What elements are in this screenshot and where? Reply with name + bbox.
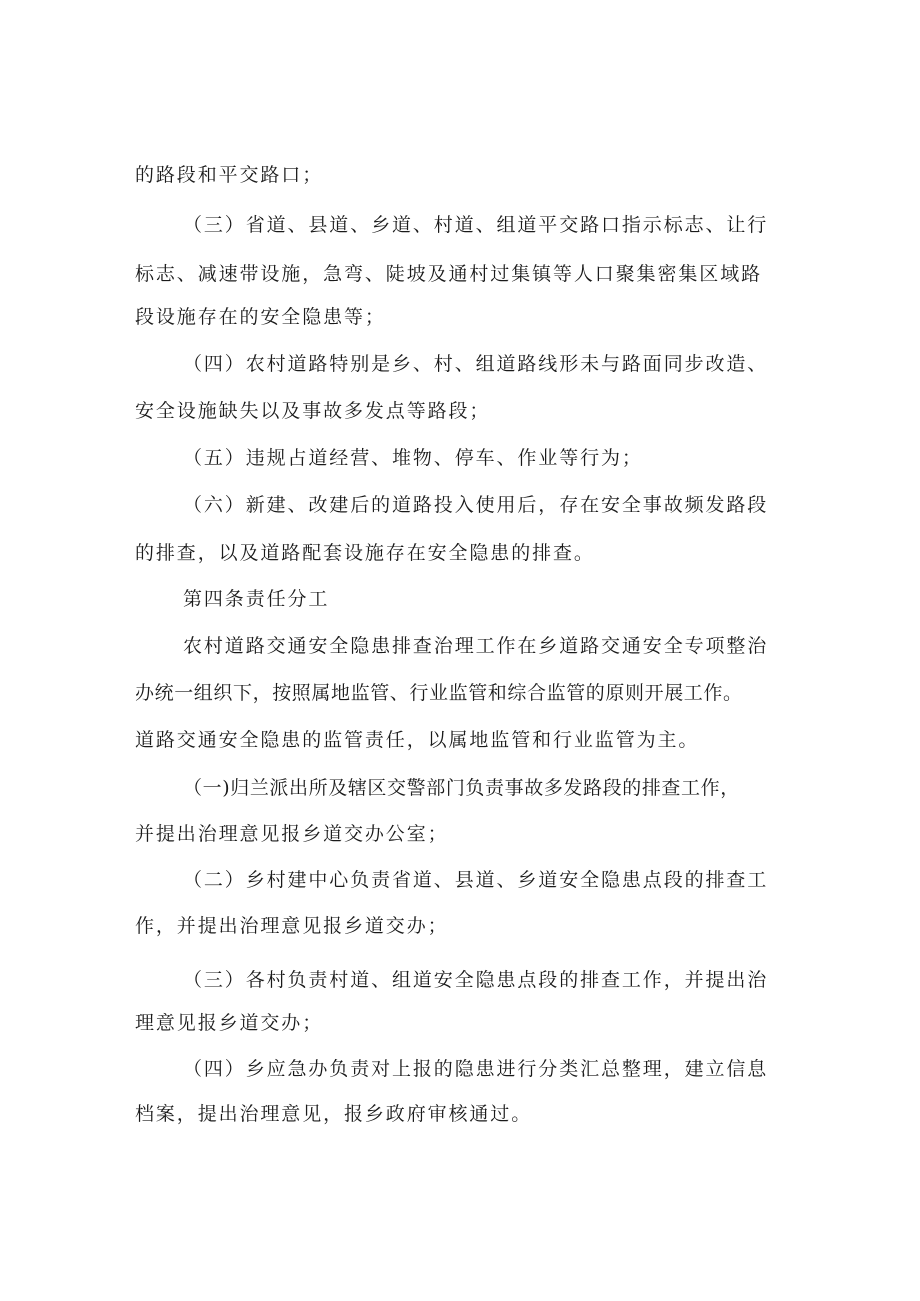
text-line: 的排查，以及道路配套设施存在安全隐患的排查。 [135,542,595,564]
text-line: 档案，提出治理意见，报乡政府审核通过。 [135,1103,533,1125]
text-line: 办统一组织下，按照属地监管、行业监管和综合监管的原则开展工作。 [135,682,743,704]
text-line: 作，并提出治理意见报乡道交办； [135,915,449,937]
text-line: （二）乡村建中心负责省道、县道、乡道安全隐患点段的排查工 [183,869,769,891]
text-line: 理意见报乡道交办； [135,1012,324,1034]
text-line: 道路交通安全隐患的监管责任，以属地监管和行业监管为主。 [135,729,700,751]
text-line: 的路段和平交路口； [135,164,324,186]
text-line: （三）各村负责村道、组道安全隐患点段的排查工作，并提出治 [183,969,769,991]
text-line: （四）农村道路特别是乡、村、组道路线形未与路面同步改造、 [183,353,769,375]
text-line: 安全设施缺失以及事故多发点等路段； [135,400,491,422]
text-line: 段设施存在的安全隐患等； [135,306,386,328]
text-line: （三）省道、县道、乡道、村道、组道平交路口指示标志、让行 [183,214,769,236]
text-line: （四）乡应急办负责对上报的隐患进行分类汇总整理，建立信息 [183,1058,769,1080]
text-line: （六）新建、改建后的道路投入使用后，存在安全事故频发路段 [183,494,769,516]
section-heading: 第四条责任分工 [183,588,330,610]
text-line: 并提出治理意见报乡道交办公室； [135,823,449,845]
text-line: （一)归兰派出所及辖区交警部门负责事故多发路段的排查工作， [183,777,740,799]
text-line: 农村道路交通安全隐患排查治理工作在乡道路交通安全专项整治 [183,635,769,657]
text-line: （五）违规占道经营、堆物、停车、作业等行为； [183,447,643,469]
text-line: 标志、减速带设施，急弯、陡坡及通村过集镇等人口聚集密集区域路 [135,263,763,285]
